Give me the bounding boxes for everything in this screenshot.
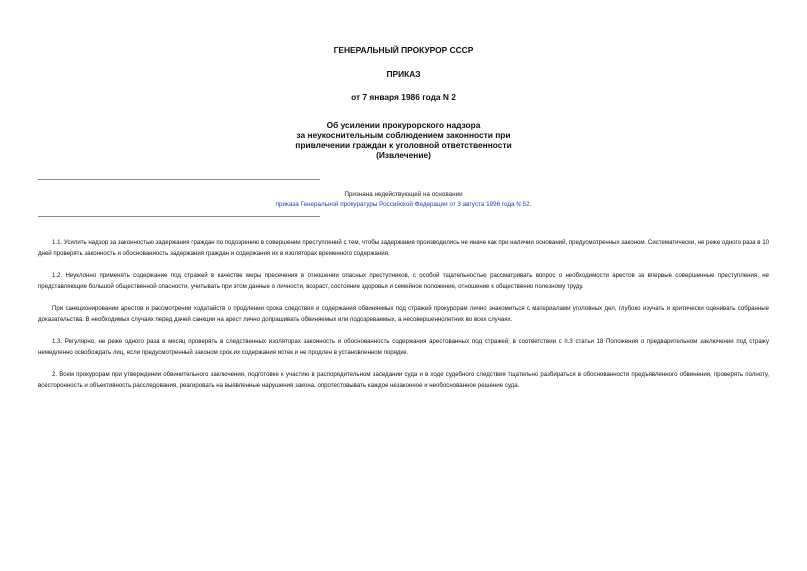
issuing-authority: ГЕНЕРАЛЬНЫЙ ПРОКУРОР СССР xyxy=(333,45,474,55)
title-line: привлечении граждан к уголовной ответственности xyxy=(295,140,512,150)
paragraph: При санкционировании арестов и рассмотрении ходатайств о продлении срока следствия и содержания обвиняемых под стражей прокурорам лично знакомиться с материалами уголовных дел, глубоко изучать и критически оценивать собранные доказательства. В необходимых случаях перед дачей санкции на арест лично допрашивать обвиняемых или подозреваемых, а несовершеннолетних во всех случаях. xyxy=(38,305,769,323)
paragraph: 1.2. Неуклонно применять содержание под стражей в качестве меры пресечения в отношении опасных преступников, с особой тщательностью рассматривать вопрос о необходимости арестов за впервые совершенные преступления, не представляющие большой общественной опасности, учитывать при этом данные о личности, возраст, состояние здоровья и семейное положение, отношение к общественно полезному труду. xyxy=(38,272,769,290)
title-line: Об усилении прокурорского надзора xyxy=(326,120,481,130)
repeal-order-link[interactable]: приказа Генеральной прокуратуры Российской Федерации от 3 августа 1996 года N 52 xyxy=(275,201,530,208)
notice-period: . xyxy=(529,201,532,208)
paragraph: 1.3. Регулярно, не реже одного раза в месяц проверять в следственных изоляторах законность и обоснованность содержания арестованных под стражей; в соответствии с п.3 статьи 18 Положения о предварительном заключении под стражу немедленно освобождать лиц, если предусмотренный законом срок их содержания истек и не продлен в установленном порядке. xyxy=(38,338,769,356)
document-body xyxy=(38,238,769,403)
document-type: ПРИКАЗ xyxy=(386,69,421,79)
title-line: за неукоснительным соблюдением законности при xyxy=(296,130,511,140)
paragraph: 2. Всем прокурорам при утверждении обвинительного заключения, подготовке к участию в распорядительном заседании суда и в ходе судебного следствия тщательно разбираться в обоснованности предъявленного обвинения, проверять полноту, всесторонность и объективность расследования, реагировать на выявленные нарушения закона, опротестовывать каждое незаконное и необоснованное решение суда. xyxy=(38,371,769,389)
divider-bottom xyxy=(38,216,320,217)
document-date-number: от 7 января 1986 года N 2 xyxy=(351,92,456,102)
divider-top xyxy=(38,179,320,180)
status-notice-source xyxy=(0,200,807,210)
document-title xyxy=(0,120,807,160)
status-notice: Признана недействующей на основании xyxy=(344,191,463,198)
paragraph: 1.1. Усилить надзор за законностью задержания граждан по подозрению в совершении преступлений с тем, чтобы задержания производились не иначе как при наличии оснований, предусмотренных законом. Систематически, не реже одного раза в 10 дней проверять законность и обоснованность задержания граждан и содержания их в изоляторах временного содержания. xyxy=(38,239,769,257)
title-line: (Извлечение) xyxy=(376,150,431,160)
